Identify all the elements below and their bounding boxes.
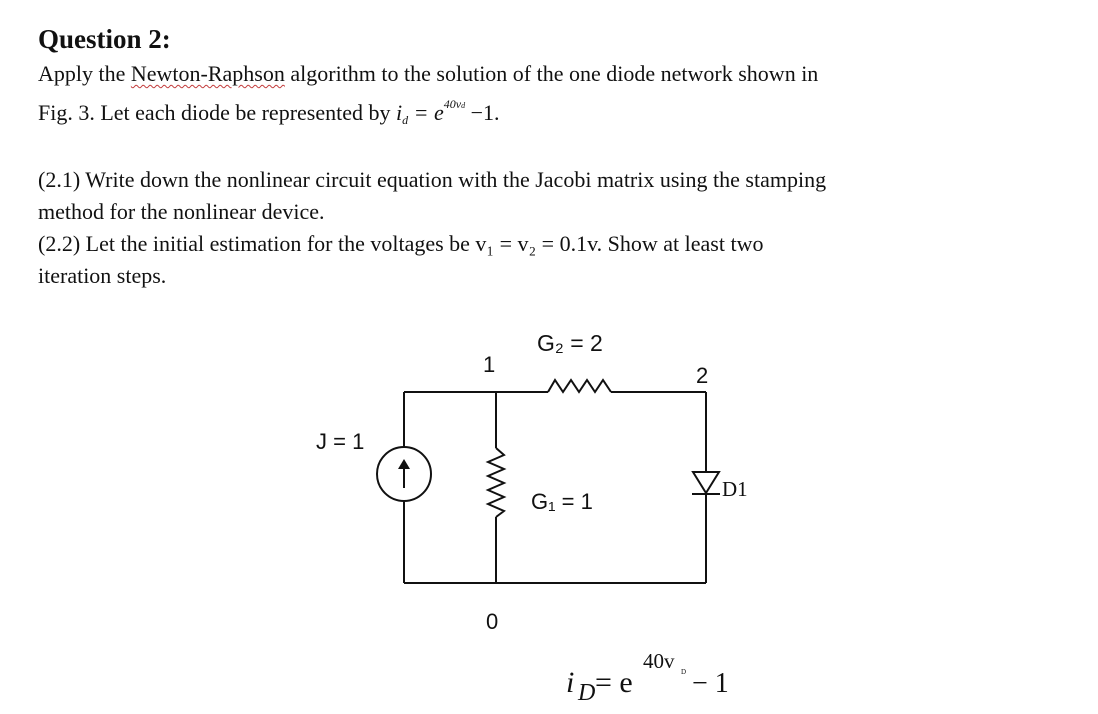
part1-line-2: method for the nonlinear device. [38,199,325,224]
intro-text: Fig. 3. Let each diode be represented by [38,100,396,125]
formula-sub: d [402,113,409,127]
formula-exp-base: 40v [443,97,462,111]
eq-sub: D [578,680,596,706]
eq-tail: − 1 [692,668,729,699]
j-label: J = 1 [316,429,365,454]
diode-label: D1 [722,477,748,501]
eq-equals: = e [595,666,633,699]
question-title: Question 2: [38,24,171,54]
g2-label: G₂ = 2 [537,330,603,356]
eq-exp: 40v [643,649,675,673]
intro-text: Apply the [38,61,131,86]
method-name: Newton-Raphson [130,61,285,86]
resistor-g2 [548,380,611,392]
node-0-label: 0 [486,609,499,634]
diode-equation [566,649,729,706]
part2-line-2: iteration steps. [38,263,167,288]
node-1-label: 1 [483,352,496,377]
g1-label: G₁ = 1 [531,489,593,514]
part2-line-1: (2.2) Let the initial estimation for the voltages be v₁ = v₂ = 0.1v. Show at least two [38,231,764,256]
resistor-g1 [488,448,504,517]
part1-line-1: (2.1) Write down the nonlinear circuit equation with the Jacobi matrix using the stamping [38,167,827,192]
node-2-label: 2 [696,363,709,388]
formula-eq: = e [408,100,444,125]
diode-body [693,472,719,493]
formula-exp-sub: d [461,101,466,110]
formula-tail: −1. [465,100,500,125]
arrow-up-icon [398,459,410,469]
formula-i: i [395,100,403,125]
eq-i: i [566,666,575,699]
intro-text: algorithm to the solution of the one diode network shown in [284,61,819,86]
eq-exp-sub: D [681,668,687,676]
